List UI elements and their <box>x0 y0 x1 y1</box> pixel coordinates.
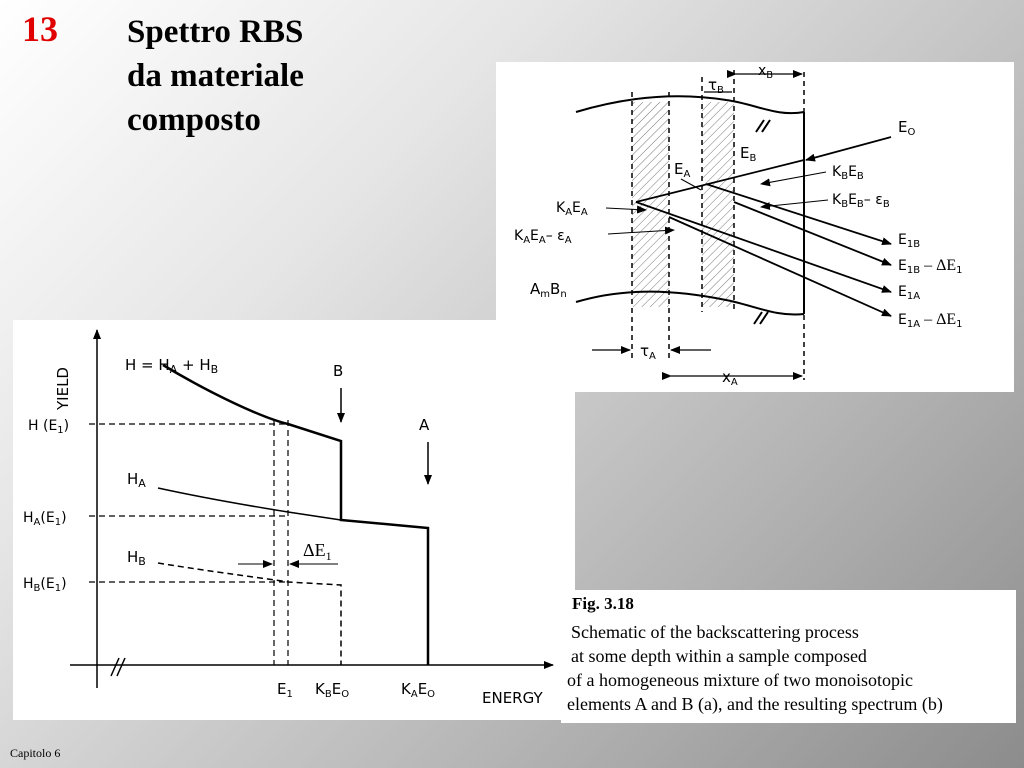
label-delta-e1: $\Delta E_1$ <box>303 540 332 563</box>
label-e1b-delta: $E_{1B} - \Delta E_1$ <box>898 257 963 276</box>
label-kbe0-tick: $K_BE_O$ <box>315 680 350 700</box>
pointer-kbeb-eps <box>761 200 828 207</box>
label-ha: $H_A$ <box>127 470 146 490</box>
caption-title: Fig. 3.18 <box>572 594 634 613</box>
label-ea: $E_A$ <box>674 160 691 180</box>
label-hb-e1: $H_B(E_1)$ <box>23 576 67 594</box>
pointer-kbeb <box>761 172 826 184</box>
label-a: A <box>419 416 430 434</box>
caption-line-2: at some depth within a sample composed <box>571 646 867 666</box>
hb-curve <box>158 563 341 665</box>
footer: Capitolo 6 <box>10 746 61 760</box>
title-line-2: da materiale <box>127 58 304 94</box>
sample-top-edge <box>576 96 804 113</box>
label-xa: $x_A$ <box>722 368 738 388</box>
label-taua: $\tau_A$ <box>640 342 656 362</box>
total-yield-curve <box>163 365 428 665</box>
slab-a-hatch <box>632 102 669 307</box>
scatter-e1a <box>636 202 891 292</box>
label-e0: $E_O$ <box>898 118 916 138</box>
label-h-def: $H = H_A + H_B$ <box>125 356 219 376</box>
label-ha-e1: $H_A(E_1)$ <box>23 510 67 528</box>
slab-b-hatch <box>702 102 734 307</box>
label-kaea: $K_AE_A$ <box>556 200 588 218</box>
slide-title <box>127 10 304 142</box>
caption-line-3: of a homogeneous mixture of two monoisotopic <box>567 670 913 690</box>
title-line-1: Spettro RBS <box>127 14 304 50</box>
label-e1b: $E_{1B}$ <box>898 232 921 250</box>
slide-number: 13 <box>22 9 58 49</box>
label-kae0-tick: $K_AE_O$ <box>401 680 436 700</box>
label-e1a-delta: $E_{1A} - \Delta E_1$ <box>898 311 963 330</box>
label-b: B <box>333 362 344 380</box>
label-eb: $E_B$ <box>740 144 757 164</box>
label-h-e1: H $(E_1)$ <box>28 418 70 436</box>
rbs-spectrum <box>13 320 575 720</box>
label-ambn: $A_mB_n$ <box>530 280 567 300</box>
label-kaea-eps: $K_AE_A-$ $\varepsilon_A$ <box>514 228 572 246</box>
label-hb: $H_B$ <box>127 548 146 568</box>
label-kbeb: $K_BE_B$ <box>832 164 864 182</box>
label-xb: $x_B$ <box>758 63 774 81</box>
incident-beam-outer <box>806 137 891 160</box>
ha-curve <box>158 488 341 520</box>
caption-line-1: Schematic of the backscattering process <box>571 622 859 642</box>
figure-b-panel <box>13 320 575 720</box>
caption-line-4: elements A and B (a), and the resulting spectrum (b) <box>567 694 943 714</box>
title-line-3: composto <box>127 102 261 138</box>
x-axis-label: ENERGY <box>482 689 543 707</box>
sample-bottom-edge <box>576 292 804 315</box>
label-e1-tick: $E_1$ <box>277 680 293 700</box>
label-taub: $\tau_B$ <box>708 76 724 96</box>
label-kbeb-eps: $K_BE_B-$ $\varepsilon_B$ <box>832 192 890 210</box>
y-axis-label: YIELD <box>54 367 72 410</box>
figure-caption <box>561 590 1016 723</box>
label-e1a: $E_{1A}$ <box>898 284 921 302</box>
